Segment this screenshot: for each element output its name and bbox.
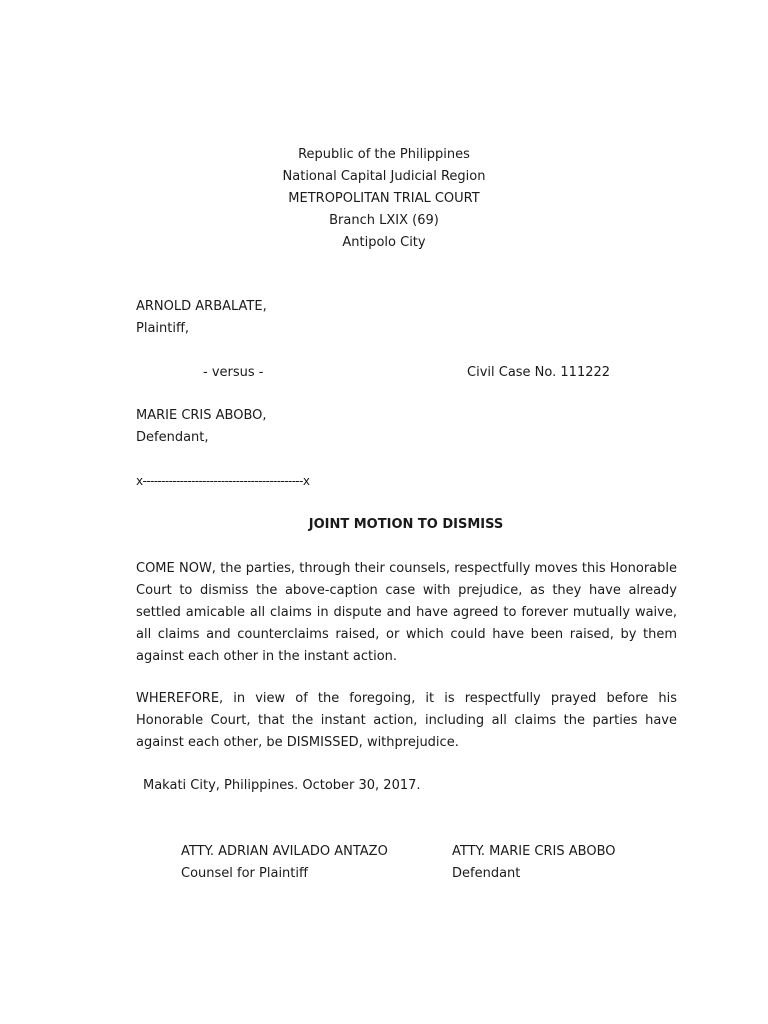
paragraph-come-now: COME NOW, the parties, through their counsels, respectfully moves this Honorable Court to dismiss the above-caption case with prejudice, as they have already settled amicable all claims in dispute and have agreed to forever mutually waive, all claims and counterclaims raised, or which could have been raised, by them against each other in the instant action. xyxy=(136,561,677,664)
court-republic: Republic of the Philippines xyxy=(298,147,470,162)
versus-label: - versus - xyxy=(203,365,264,380)
court-caption xyxy=(0,144,768,254)
signatory-right-role: Defendant xyxy=(452,866,521,881)
case-number: Civil Case No. 111222 xyxy=(467,365,611,380)
signatory-left-name: ATTY. ADRIAN AVILADO ANTAZO xyxy=(181,844,388,859)
defendant-role: Defendant, xyxy=(136,430,209,445)
court-city: Antipolo City xyxy=(342,235,426,250)
place-and-date: Makati City, Philippines. October 30, 2017. xyxy=(143,778,421,793)
caption-separator: x-------------------------------------------x xyxy=(136,474,310,488)
plaintiff-role: Plaintiff, xyxy=(136,321,190,336)
court-region: National Capital Judicial Region xyxy=(282,169,486,184)
defendant-name: MARIE CRIS ABOBO, xyxy=(136,408,267,423)
court-branch: Branch LXIX (69) xyxy=(329,213,439,228)
signatory-left-role: Counsel for Plaintiff xyxy=(181,866,308,881)
court-name: METROPOLITAN TRIAL COURT xyxy=(288,191,480,206)
plaintiff-name: ARNOLD ARBALATE, xyxy=(136,299,267,314)
document-title: JOINT MOTION TO DISMISS xyxy=(308,517,504,532)
signatory-right-name: ATTY. MARIE CRIS ABOBO xyxy=(452,844,616,859)
paragraph-wherefore: WHEREFORE, in view of the foregoing, it is respectfully prayed before his Honorable Court, that the instant action, including all claims the parties have against each other, be DISMISSED, withprejudice. xyxy=(136,691,677,750)
